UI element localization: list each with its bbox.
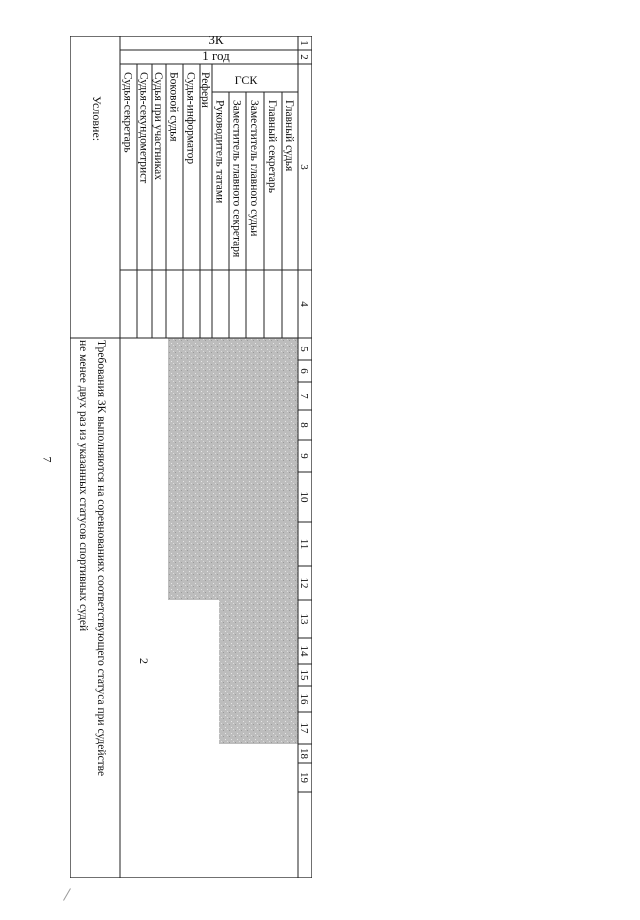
column-header: 10 — [298, 491, 310, 503]
column-header: 11 — [298, 538, 310, 550]
role-labels — [122, 72, 296, 258]
column-header: 13 — [298, 613, 310, 625]
column-header: 1 — [298, 40, 310, 46]
column-header: 16 — [298, 693, 310, 705]
role-label: Заместитель главного судьи — [248, 100, 260, 237]
column-header: 9 — [298, 453, 310, 459]
role-label: Судья-информатор — [184, 72, 197, 165]
column-header: 12 — [298, 577, 310, 589]
requirement-value: 2 — [137, 658, 151, 664]
column-header: 2 — [298, 54, 310, 60]
role-label: Главный судья — [283, 100, 295, 172]
column-header: 17 — [298, 722, 310, 734]
column-header: 7 — [298, 393, 310, 399]
column-header: 19 — [298, 772, 310, 783]
column-header: 15 — [298, 669, 310, 681]
page-number: 7 — [40, 456, 55, 463]
category-label: 3К — [208, 36, 224, 47]
year-label: 1 год — [202, 48, 230, 63]
column-header: 3 — [298, 164, 310, 170]
role-label: Судья-секретарь — [121, 72, 134, 153]
column-header: 8 — [298, 422, 310, 428]
role-label: Руководитель татами — [213, 100, 226, 204]
group-label: ГСК — [234, 73, 258, 87]
role-label: Судья при участниках — [152, 72, 164, 180]
column-header: 18 — [298, 748, 310, 759]
role-label: Заместитель главного секретаря — [230, 100, 243, 258]
qualification-table — [70, 36, 312, 878]
column-header: 14 — [298, 645, 310, 657]
scan-mark — [63, 888, 71, 901]
role-label: Главный секретарь — [266, 100, 278, 194]
condition-label: Условие: — [90, 96, 104, 142]
rotated-document — [70, 36, 312, 878]
role-label: Рефери — [199, 72, 211, 108]
role-label: Боковой судья — [167, 72, 180, 142]
shaded-area — [168, 338, 298, 744]
column-header: 4 — [298, 301, 310, 307]
condition-text-line2: не менее двух раз из указанных статусов спортивных судей — [77, 340, 89, 632]
condition-text-line1: Требования ЗК выполняются на соревнованиях соответствующего статуса при судействе — [95, 340, 107, 777]
header-labels — [298, 40, 310, 783]
column-header: 5 — [298, 346, 310, 352]
column-header: 6 — [298, 368, 310, 374]
qualification-table-wrapper — [70, 36, 312, 878]
role-label: Судья-секундометрист — [137, 72, 150, 184]
